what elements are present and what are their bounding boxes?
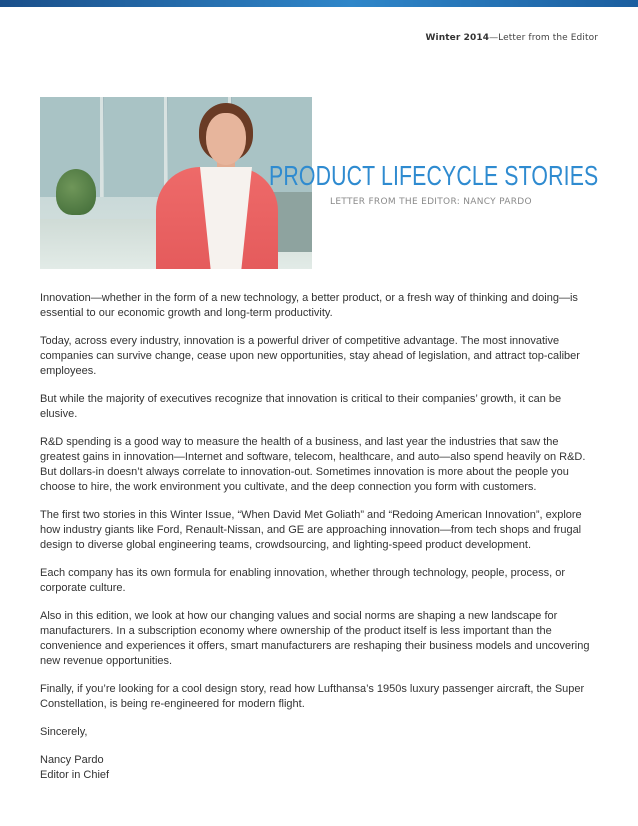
paragraph: Today, across every industry, innovation is a powerful driver of competitive advantage. The most innovative companies can survive change, cease upon new opportunities, stay ahead of legislation, and attract top-caliber employees. bbox=[40, 335, 580, 377]
paragraph: Each company has its own formula for enabling innovation, whether through technology, people, process, or corporate culture. bbox=[40, 567, 566, 594]
page-subtitle: LETTER FROM THE EDITOR: NANCY PARDO bbox=[330, 197, 532, 207]
top-color-bar bbox=[0, 0, 638, 7]
paragraph: Innovation—whether in the form of a new technology, a better product, or a fresh way of thinking and doing—is essential to our economic growth and long-term productivity. bbox=[40, 292, 578, 319]
issue-label: Winter 2014 bbox=[425, 33, 490, 43]
paragraph: But while the majority of executives recognize that innovation is critical to their companies’ growth, it can be elusive. bbox=[40, 393, 562, 420]
closing-line: Sincerely, bbox=[40, 726, 88, 738]
paragraph: R&D spending is a good way to measure the health of a business, and last year the industries that saw the greatest gains in innovation—Internet and software, telecom, healthcare, and auto—also spend heavily on R&D. But dollars-in doesn’t always correlate to innovation-out. Sometimes innovation is more about the people you choose to hire, the work environment you cultivate, and the deep connection you form with customers. bbox=[40, 436, 586, 493]
photo-window-pane bbox=[104, 97, 167, 197]
paragraph: Also in this edition, we look at how our changing values and social norms are shaping a new landscape for manufacturers. In a subscription economy where ownership of the product itself is less important than the convenience and experiences it offers, smart manufacturers are reshaping their business models and uncovering new revenue opportunities. bbox=[40, 610, 590, 667]
signature-role: Editor in Chief bbox=[40, 769, 110, 781]
photo-plant bbox=[56, 169, 96, 215]
section-label: —Letter from the Editor bbox=[489, 33, 598, 43]
page-title: PRODUCT LIFECYCLE STORIES bbox=[268, 160, 598, 191]
paragraph: Finally, if you’re looking for a cool design story, read how Lufthansa’s 1950s luxury passenger aircraft, the Super Constellation, is being re-engineered for modern flight. bbox=[40, 683, 585, 710]
signature-name: Nancy Pardo bbox=[40, 754, 104, 766]
paragraph: The first two stories in this Winter Issue, “When David Met Goliath” and “Redoing American Innovation”, explore how industry giants like Ford, Renault-Nissan, and GE are approaching innovation—from tech shops and frugal design to diverse global engineering teams, crowdsourcing, and lighting-speed product development. bbox=[40, 509, 582, 551]
photo-face bbox=[206, 113, 246, 165]
issue-header bbox=[426, 33, 598, 43]
letter-body bbox=[40, 291, 600, 783]
